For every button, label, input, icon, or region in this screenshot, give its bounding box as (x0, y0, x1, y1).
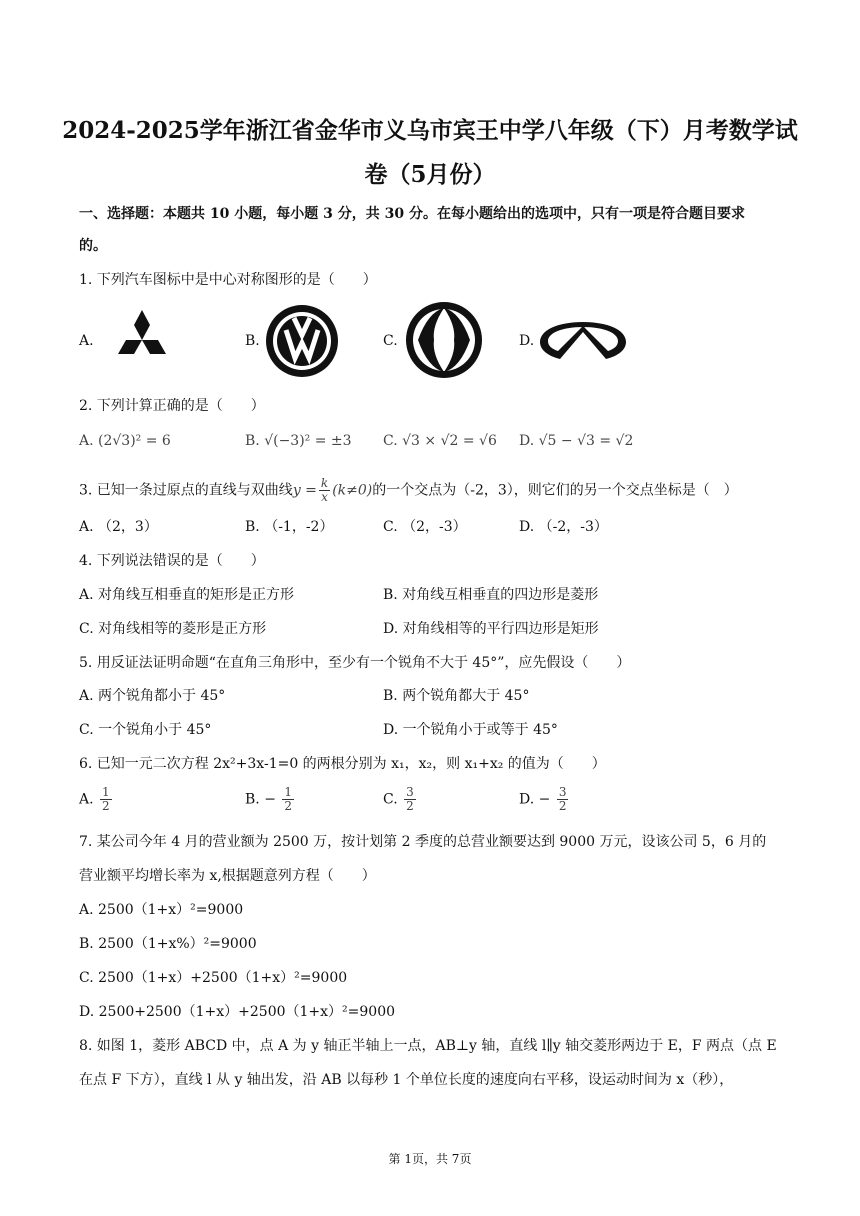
q6-c-num: 3 (406, 785, 414, 799)
q6-c-den: 2 (406, 799, 414, 813)
q6-b-fraction (282, 786, 294, 813)
exam-title-line1: 2024-2025学年浙江省金华市义乌市宾王中学八年级（下）月考数学试 (62, 117, 798, 144)
q6-b-label: B. − (245, 791, 276, 808)
q5-option-a: A. 两个锐角都小于 45° (79, 688, 226, 704)
question-3-stem (79, 477, 738, 504)
q4-option-a: A. 对角线互相垂直的矩形是正方形 (79, 587, 295, 603)
q1-option-b-label: B. (245, 333, 260, 349)
q5-option-c: C. 一个锐角小于 45° (79, 722, 212, 738)
q3-stem-pre: 3. 已知一条过原点的直线与双曲线 (79, 482, 293, 499)
mitsubishi-logo (110, 308, 174, 370)
q3-func-num: k (320, 476, 329, 490)
exam-title-line2: 卷（5月份） (364, 161, 496, 188)
q6-a-label: A. (79, 791, 94, 808)
q1-option-d-label: D. (519, 333, 535, 349)
question-8-line2: 在点 F 下方），直线 l 从 y 轴出发，沿 AB 以每秒 1 个单位长度的速度向右平移，设运动时间为 x（秒）， (79, 1072, 734, 1088)
q2-option-d: D. √5 − √3 = √2 (519, 433, 634, 449)
question-5-stem: 5. 用反证法证明命题“在直角三角形中，至少有一个锐角不大于 45°”，应先假设（ ） (79, 655, 631, 671)
q6-a-den: 2 (102, 799, 110, 813)
q2-option-c: C. √3 × √2 = √6 (383, 433, 497, 449)
q6-option-d (519, 786, 570, 813)
q3-option-d: D. （-2，-3） (519, 519, 608, 535)
q6-option-b (245, 786, 296, 813)
q3-option-a: A. （2，3） (79, 519, 158, 535)
section-instructions-cont: 的。 (79, 238, 107, 254)
volkswagen-logo (264, 303, 340, 379)
q4-option-b: B. 对角线互相垂直的四边形是菱形 (383, 587, 599, 603)
q7-option-a: A. 2500（1+x）²=9000 (79, 902, 244, 918)
q5-option-b: B. 两个锐角都大于 45° (383, 688, 530, 704)
q6-option-a (79, 786, 114, 813)
q4-option-d: D. 对角线相等的平行四边形是矩形 (383, 621, 599, 637)
q6-d-label: D. − (519, 791, 551, 808)
question-6-stem: 6. 已知一元二次方程 2x²+3x-1=0 的两根分别为 x₁，x₂，则 x₁+x₂ 的值为（ ） (79, 756, 606, 772)
q7-option-d: D. 2500+2500（1+x）+2500（1+x）²=9000 (79, 1004, 396, 1020)
question-4-stem: 4. 下列说法错误的是（ ） (79, 553, 265, 569)
dongfeng-logo (402, 300, 486, 380)
q3-func-y: y = (292, 482, 317, 499)
q6-d-den: 2 (558, 799, 567, 813)
section-instructions: 一、选择题：本题共 10 小题，每小题 3 分，共 30 分。在每小题给出的选项中，只有一项是符合题目要求 (79, 206, 745, 222)
q6-c-fraction (404, 786, 416, 813)
q3-func-cond: (k≠0) (332, 482, 373, 499)
q1-option-a-label: A. (79, 333, 94, 349)
q3-option-b: B. （-1，-2） (245, 519, 334, 535)
q6-b-num: 1 (284, 785, 293, 799)
q6-option-c (383, 786, 418, 813)
q6-a-fraction (100, 786, 112, 813)
q3-func-fraction (319, 477, 330, 504)
q2-option-b: B. √(−3)² = ±3 (245, 433, 352, 449)
q1-option-c-label: C. (383, 333, 398, 349)
q6-a-num: 1 (102, 785, 110, 799)
q3-func-den: x (321, 490, 328, 504)
question-1-stem: 1. 下列汽车图标中是中心对称图形的是（ ） (79, 272, 377, 288)
page-footer: 第 1页，共 7页 (388, 1152, 472, 1166)
q6-d-fraction (557, 786, 569, 813)
question-2-stem: 2. 下列计算正确的是（ ） (79, 398, 265, 414)
q3-stem-post: 的一个交点为（-2，3），则它们的另一个交点坐标是（ ） (372, 482, 738, 499)
q6-d-num: 3 (558, 785, 567, 799)
infiniti-logo (538, 318, 628, 364)
q3-option-c: C. （2，-3） (383, 519, 467, 535)
q4-option-c: C. 对角线相等的菱形是正方形 (79, 621, 267, 637)
q6-c-label: C. (383, 791, 398, 808)
q6-b-den: 2 (284, 799, 293, 813)
question-8-line1: 8. 如图 1，菱形 ABCD 中，点 A 为 y 轴正半轴上一点，AB⊥y 轴，直线 l∥y 轴交菱形两边于 E，F 两点（点 E (79, 1038, 777, 1054)
q2-option-a: A. (2√3)² = 6 (79, 433, 171, 449)
q5-option-d: D. 一个锐角小于或等于 45° (383, 722, 558, 738)
q7-option-b: B. 2500（1+x%）²=9000 (79, 936, 257, 952)
question-7-stem-line2: 营业额平均增长率为 x,根据题意列方程（ ） (79, 868, 376, 884)
question-7-stem-line1: 7. 某公司今年 4 月的营业额为 2500 万，按计划第 2 季度的总营业额要达到 9000 万元，设该公司 5，6 月的 (79, 834, 767, 850)
q7-option-c: C. 2500（1+x）+2500（1+x）²=9000 (79, 970, 348, 986)
